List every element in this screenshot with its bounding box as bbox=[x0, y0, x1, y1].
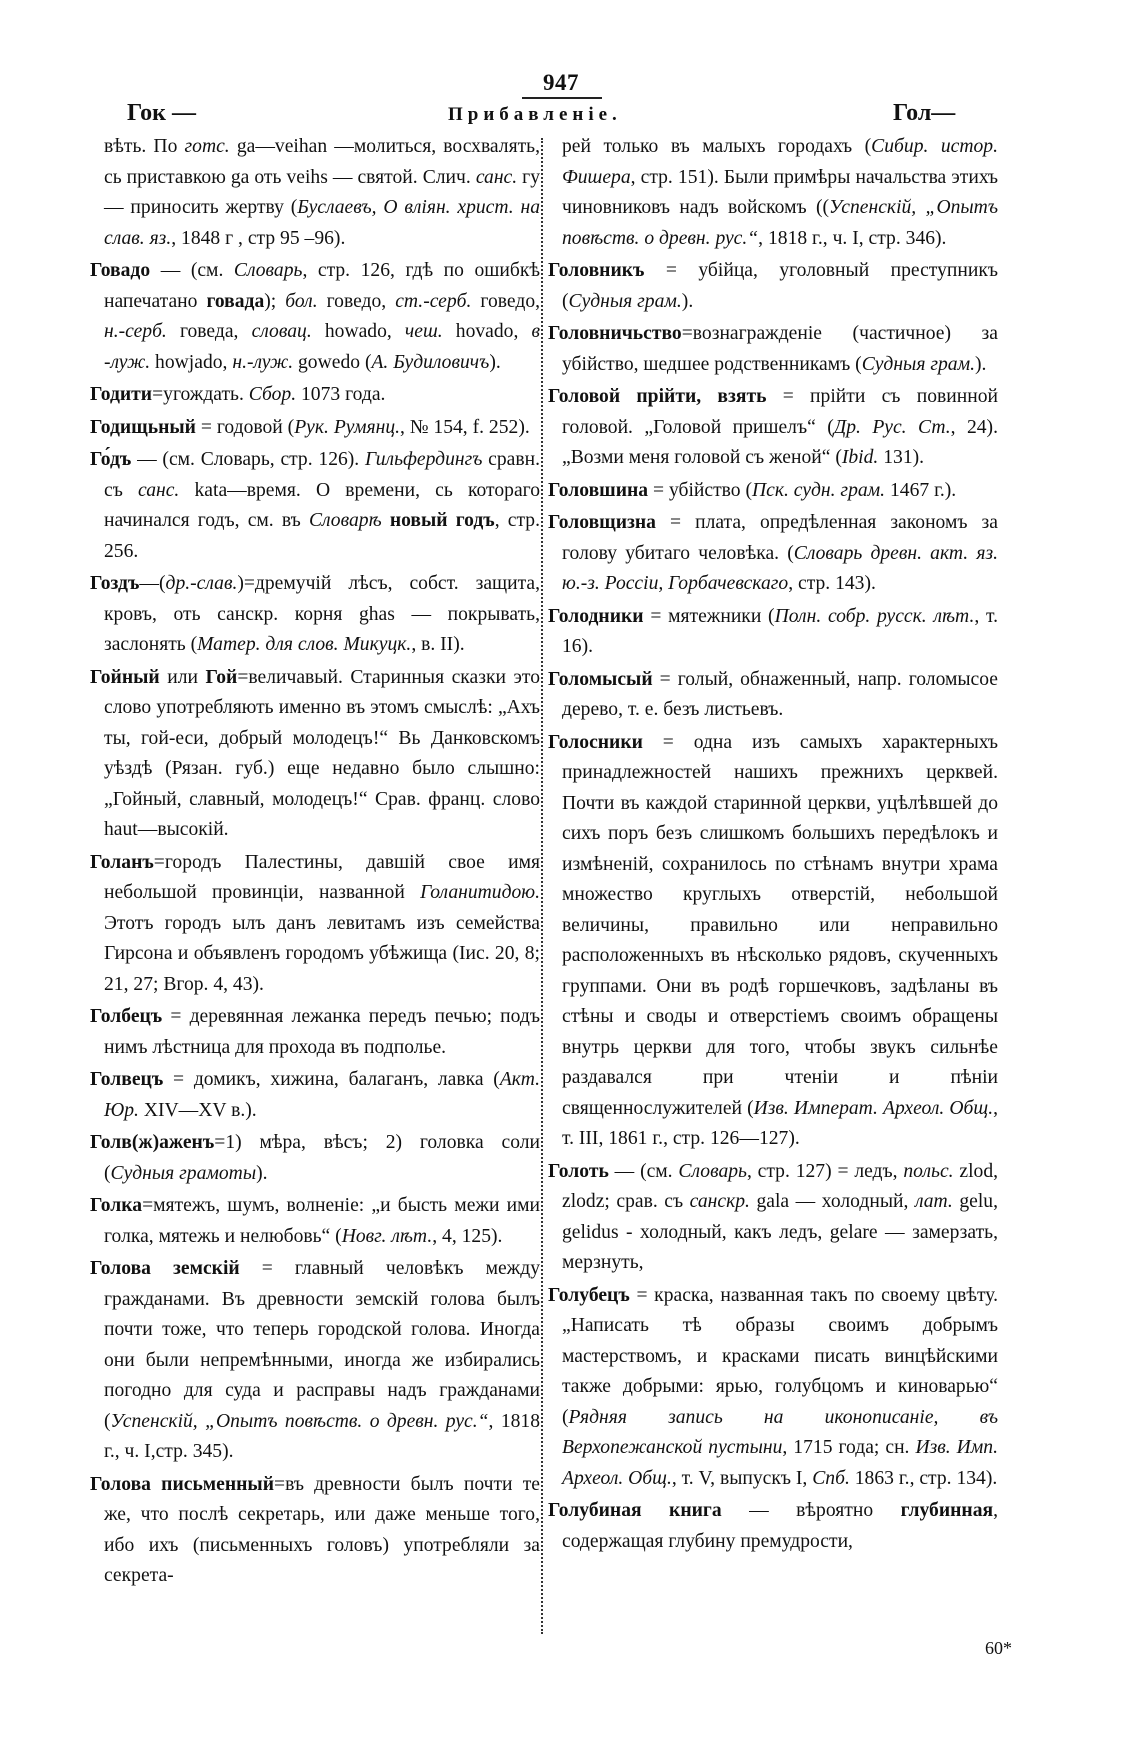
entry-italic-text: Словарь bbox=[233, 260, 303, 281]
entry-text: ). bbox=[256, 1162, 268, 1184]
entry-headword: говада bbox=[206, 290, 265, 312]
entry-headword: Головникъ bbox=[548, 260, 645, 281]
entry-italic-text: Ibid. bbox=[841, 447, 879, 468]
entry-text: =городъ Палестины, давшій свое имя небольшой провинціи, названной bbox=[104, 851, 540, 903]
dictionary-entry bbox=[548, 665, 998, 726]
entry-headword: Гойный bbox=[90, 666, 160, 688]
entry-italic-text: в -луж. bbox=[104, 321, 540, 373]
entry-headword: Головой прійти, взять bbox=[548, 386, 767, 407]
dictionary-entry bbox=[90, 445, 540, 567]
footer-signature-mark: 60* bbox=[985, 1638, 1012, 1658]
dictionary-entry bbox=[548, 256, 998, 317]
dictionary-entry bbox=[90, 569, 540, 661]
entry-italic-text: лат. bbox=[914, 1191, 953, 1212]
entry-text: — вѣроятно bbox=[721, 1500, 901, 1521]
column-divider bbox=[541, 138, 543, 1634]
entry-text: — (см. bbox=[608, 1160, 679, 1182]
entry-italic-text: Судныя грам. bbox=[568, 290, 682, 312]
entry-italic-text: санскр. bbox=[689, 1191, 750, 1212]
entry-italic-text: Сбор. bbox=[248, 384, 297, 405]
entry-text: , т. 16). bbox=[562, 605, 998, 657]
entry-italic-text: Изв. Императ. Археол. Общ. bbox=[753, 1097, 994, 1119]
entry-italic-text: А. Будиловичъ bbox=[371, 351, 490, 373]
entry-italic-text: Словарѣ bbox=[308, 510, 382, 531]
entry-text: =1) мѣра, вѣсъ; 2) головка соли ( bbox=[104, 1132, 540, 1184]
dictionary-entry bbox=[548, 476, 998, 507]
entry-italic-text: Спб. bbox=[812, 1467, 850, 1489]
entry-headword: Голубиная книга bbox=[548, 1500, 722, 1521]
dictionary-entry bbox=[90, 1128, 540, 1189]
entry-italic-text: Изв. Имп. Археол. Общ. bbox=[562, 1437, 998, 1489]
entry-headword: Головшина bbox=[548, 479, 649, 501]
entry-text: , № 154, f. 252). bbox=[400, 416, 530, 438]
dictionary-entry bbox=[548, 382, 998, 474]
entry-text: , стр. 126, гдѣ по ошибкѣ напечатано bbox=[104, 260, 541, 312]
entry-italic-text: Акт. Юр. bbox=[104, 1069, 540, 1121]
entry-italic-text: чеш. bbox=[404, 321, 443, 342]
entry-headword: Голка bbox=[90, 1195, 143, 1216]
entry-text: =въ древности былъ почти те же, что послѣ секретарь, или даже меньше того, ибо ихъ (письменныхъ головъ) употребляли за секрета- bbox=[104, 1473, 540, 1586]
dictionary-entry bbox=[548, 728, 998, 1155]
entry-text: = годовой ( bbox=[195, 416, 295, 438]
entry-text: —( bbox=[139, 573, 166, 594]
entry-headword: Голв(ж)аженъ bbox=[90, 1132, 215, 1153]
entry-italic-text: Сибир. истор. Фишера bbox=[562, 136, 999, 188]
entry-italic-text: Гильфердингъ bbox=[364, 449, 483, 470]
entry-headword: Годищьный bbox=[90, 416, 196, 438]
entry-italic-text: Рядняя запись на иконописаніе, въ Верхопежанской пустыни bbox=[562, 1406, 998, 1458]
entry-italic-text: Пск. судн. грам. bbox=[751, 479, 886, 501]
entry-italic-text: Успенскій, „Опытъ повѣств. о древн. рус.“ bbox=[110, 1410, 489, 1432]
entry-italic-text: Судныя грамоты bbox=[110, 1162, 257, 1184]
dictionary-entry bbox=[548, 319, 998, 380]
entry-text: — (см. bbox=[150, 260, 234, 281]
entry-text: говедо, bbox=[471, 290, 541, 312]
entry-text: , 1715 года; сн. bbox=[782, 1437, 916, 1458]
entry-text: вѣть. По bbox=[104, 136, 185, 157]
entry-text: howado, bbox=[311, 321, 405, 342]
dictionary-entry bbox=[90, 380, 540, 411]
entry-italic-text: Матер. для слов. Микуцк. bbox=[197, 634, 412, 655]
entry-text: = главный человѣкъ между гражданами. Въ древности земскій голова былъ почти тоже, что теперь городской голова. Иногда они были непремѣнными, иногда же избирались погодно для суда и расправы надъ гражданами ( bbox=[104, 1258, 540, 1432]
entry-text: , 1848 г , стр 95 –96). bbox=[171, 227, 346, 249]
entry-text: Этотъ городъ ылъ данъ левитамъ изъ семейства Гирсона и объявленъ городомъ убѣжища (Іис. 20, 8; 21, 27; Вгор. 4, 43). bbox=[104, 912, 540, 995]
running-head-right: Гол— bbox=[893, 100, 956, 126]
entry-text: , 4, 125). bbox=[432, 1225, 503, 1247]
entry-italic-text: Судныя грам. bbox=[861, 353, 975, 375]
entry-text: = убійство ( bbox=[648, 479, 752, 501]
entry-italic-text: готс. bbox=[184, 136, 230, 157]
entry-text: = убійца, уголовный преступникъ ( bbox=[562, 260, 998, 312]
entry-headword: Гоздъ bbox=[90, 573, 140, 594]
entry-headword: Говадо bbox=[90, 260, 151, 281]
dictionary-entry bbox=[548, 508, 998, 600]
entry-text: 1863 г., стр. 134). bbox=[849, 1467, 998, 1489]
entry-italic-text: санс. bbox=[475, 166, 518, 188]
entry-italic-text: Успенскій, „Опытъ повѣств. о древн. рус.“ bbox=[562, 197, 998, 249]
entry-text: 131). bbox=[878, 447, 925, 468]
entry-text: )=дремучій лѣсъ, собст. защита, кровъ, оть санскр. корня ghas — покрывать, заслонять ( bbox=[104, 573, 540, 655]
entry-text: hovado, bbox=[442, 321, 532, 342]
entry-text: или bbox=[159, 666, 206, 688]
entry-text: gelu, gelidus - холодный, какъ ледъ, gelare — замерзать, мерзнуть, bbox=[562, 1191, 998, 1273]
entry-headword: Головщизна bbox=[548, 512, 656, 533]
entry-italic-text: ст.-серб. bbox=[395, 290, 472, 312]
entry-italic-text: Буслаевъ, О вліян. христ. на слав. яз. bbox=[104, 197, 540, 249]
entry-text: = мятежники ( bbox=[643, 605, 775, 627]
dictionary-entry bbox=[548, 1157, 998, 1279]
entry-text: ); bbox=[264, 290, 286, 312]
entry-text: , т. III, 1861 г., стр. 126—127). bbox=[562, 1097, 998, 1149]
entry-text: , 24). „Возми меня головой съ женой“ ( bbox=[562, 416, 998, 468]
entry-italic-text: словац. bbox=[251, 321, 312, 342]
entry-text: , в. II). bbox=[411, 634, 465, 655]
entry-italic-text: н.-луж. bbox=[232, 351, 294, 373]
entry-text: gala — холодный, bbox=[749, 1191, 915, 1212]
entry-text: говеда, bbox=[166, 321, 252, 342]
entry-text: 1073 года. bbox=[296, 384, 386, 405]
entry-text: — (см. Словарь, стр. 126). bbox=[131, 449, 365, 470]
entry-text: ). bbox=[974, 353, 987, 375]
entry-italic-text: бол. bbox=[285, 290, 318, 312]
entry-italic-text: Др. Рус. Ст. bbox=[833, 416, 951, 438]
dictionary-entry bbox=[90, 848, 540, 1001]
entry-text: gowedo ( bbox=[293, 351, 372, 373]
running-head-left: Гок — bbox=[127, 100, 196, 126]
entry-text: , стр. 127) = ледъ, bbox=[746, 1160, 904, 1182]
entry-italic-text: Голанитидою. bbox=[420, 882, 540, 903]
entry-text: 1467 г.). bbox=[885, 479, 957, 501]
entry-italic-text: Словарь древн. акт. яз. ю.-з. Россіи, Горбачевскаго bbox=[562, 542, 998, 594]
entry-text: = домикъ, хижина, балаганъ, лавка ( bbox=[163, 1069, 500, 1090]
entry-text: =величавый. Старинныя сказки это слово употребляють именно въ этомъ смыслѣ: „Ахъ ты, гой-еси, добрый молодецъ!“ Вь Данковскомъ уѣздѣ (Рязан. губ.) еще недавно было слышно: „Гойный, славный, молодецъ!“ Срав. франц. слово haut—высокій. bbox=[104, 666, 540, 840]
page-number-rule bbox=[522, 97, 602, 99]
entry-headword: Голова земскій bbox=[90, 1258, 240, 1279]
entry-text: zlod, zlodz; срав. съ bbox=[562, 1160, 999, 1212]
dictionary-entry bbox=[90, 1065, 540, 1126]
dictionary-entry bbox=[548, 132, 998, 254]
entry-text: = плата, опредѣленная закономъ за голову убитаго человѣка. ( bbox=[562, 512, 998, 564]
entry-headword: Голбецъ bbox=[90, 1006, 163, 1027]
dictionary-entry bbox=[90, 1002, 540, 1063]
entry-headword: Голосники bbox=[548, 731, 643, 753]
entry-headword: новый годъ bbox=[381, 510, 495, 531]
entry-text: , 1818 г., ч. I, стр. 346). bbox=[758, 227, 947, 249]
entry-italic-text: Рук. Румянц. bbox=[294, 416, 401, 438]
entry-text: =угождать. bbox=[152, 384, 249, 405]
entry-text: howjado, bbox=[150, 351, 233, 373]
entry-text: гу — приносить жертву ( bbox=[104, 166, 541, 218]
entry-headword: глубинная bbox=[900, 1500, 994, 1521]
dictionary-entry bbox=[90, 663, 540, 846]
entry-text: ). bbox=[681, 290, 694, 312]
dictionary-entry bbox=[90, 132, 540, 254]
entry-text: ). bbox=[489, 351, 501, 373]
entry-text: = прійти съ повинной головой. „Головой пришелъ“ ( bbox=[562, 386, 998, 438]
entry-text: =мятежъ, шумъ, волненіе: „и бысть межи ими голка, мятежь и нелюбовь“ ( bbox=[104, 1195, 540, 1247]
entry-headword: Голова письменный bbox=[90, 1473, 275, 1495]
entry-headword: Голвецъ bbox=[90, 1069, 164, 1090]
entry-text: = краска, названная такъ по своему цвѣту. „Написать тѣ образы своимъ добрымъ мастерствомъ, и красками писать винцѣйскими также добрыми: ярью, голубцомъ и киноварью“ ( bbox=[562, 1284, 998, 1428]
entry-text: , стр. 143). bbox=[788, 573, 876, 594]
entry-text: , т. V, выпускъ I, bbox=[671, 1467, 813, 1489]
dictionary-entry bbox=[90, 256, 540, 378]
entry-text: говедо, bbox=[317, 290, 396, 312]
dictionary-entry bbox=[90, 1470, 540, 1592]
right-column bbox=[548, 132, 998, 1559]
entry-text: , 1818 г., ч. I,стр. 345). bbox=[104, 1410, 540, 1462]
dictionary-entry bbox=[90, 1254, 540, 1468]
dictionary-entry bbox=[90, 413, 540, 444]
entry-text: сравн. съ bbox=[104, 449, 540, 501]
entry-italic-text: др.-слав. bbox=[165, 573, 238, 594]
dictionary-entry bbox=[548, 1281, 998, 1495]
entry-text: kata—время. О времени, сь котораго начинался годъ, см. въ bbox=[104, 479, 540, 531]
entry-headword: Голоть bbox=[548, 1160, 609, 1182]
entry-text: =вознагражденіе (частичное) за убійство, шедшее родственникамъ ( bbox=[562, 323, 998, 375]
entry-headword: Голубецъ bbox=[548, 1284, 630, 1306]
entry-italic-text: н.-серб. bbox=[104, 321, 167, 342]
entry-headword: Голодники bbox=[548, 605, 644, 627]
entry-italic-text: санс. bbox=[138, 479, 180, 501]
entry-text: , стр. 256. bbox=[104, 510, 540, 562]
entry-text: = голый, обнаженный, напр. голомысое дерево, т. е. безъ листьевъ. bbox=[562, 668, 998, 720]
entry-text: рей только въ малыхъ городахъ ( bbox=[562, 136, 872, 157]
entry-italic-text: Словарь bbox=[678, 1160, 747, 1182]
entry-text: = деревянная лежанка передъ печью; подъ нимъ лѣстница для прохода въ подполье. bbox=[104, 1006, 540, 1058]
left-column bbox=[90, 132, 540, 1594]
dictionary-entry bbox=[548, 1496, 998, 1557]
entry-headword: Головничьство bbox=[548, 323, 682, 344]
dictionary-entry bbox=[90, 1191, 540, 1252]
running-head-center: Прибавленіе. bbox=[448, 104, 622, 125]
page-number: 947 bbox=[543, 70, 579, 95]
entry-italic-text: польс. bbox=[903, 1160, 954, 1182]
entry-text: XIV—XV в.). bbox=[138, 1099, 257, 1121]
entry-headword: Голанъ bbox=[90, 851, 154, 873]
entry-text: ga—veihan —молиться, восхвалять, сь приставкою ga оть veihs — святой. Слич. bbox=[104, 136, 540, 188]
entry-italic-text: Полн. собр. русск. лѣт. bbox=[774, 605, 975, 627]
entry-headword: Голомысый bbox=[548, 668, 653, 690]
entry-headword: Го́дъ bbox=[90, 449, 132, 470]
entry-headword: Гой bbox=[205, 666, 238, 688]
entry-headword: Годити bbox=[90, 384, 153, 405]
entry-text: = одна изъ самыхъ характерныхъ принадлежностей нашихъ прежнихъ церквей. Почти въ каждой старинной церкви, уцѣлѣвшей до сихъ поръ безъ слишкомъ большихъ передѣлокъ и измѣненій, сохранилось по стѣнамъ внутри храма множество круглыхъ отверстій, небольшой величины, правильно или неправильно расположенныхъ въ нѣсколько рядовъ, скученныхъ группами. Они въ родѣ горшечковъ, задѣланы въ стѣны и своды и отверстіемъ своимъ обращены внутрь церкви для того, чтобы звукъ сильнѣе раздавался при чтеніи и пѣніи священнослужителей ( bbox=[562, 731, 998, 1119]
entry-italic-text: Новг. лѣт. bbox=[341, 1225, 433, 1247]
entry-text: , содержащая глубину премудрости, bbox=[562, 1500, 998, 1552]
entry-text: , стр. 151). Были примѣры начальства этихъ чиновниковъ надъ войскомъ (( bbox=[562, 166, 998, 218]
dictionary-entry bbox=[548, 602, 998, 663]
